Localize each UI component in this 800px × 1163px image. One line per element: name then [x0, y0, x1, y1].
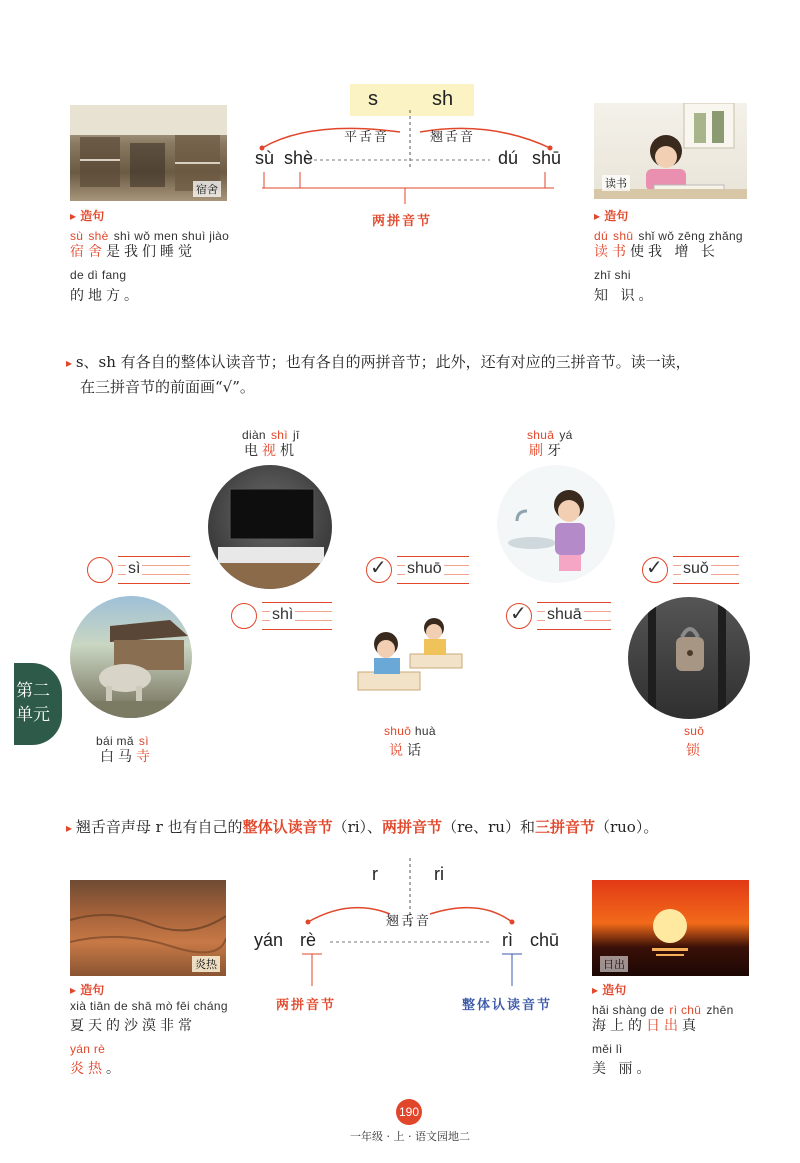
whole-recognition-label: 整体认读音节	[462, 998, 553, 1013]
right-sentence-pinyin-2: zhī shi	[594, 268, 631, 282]
lock-pinyin: suǒ	[684, 724, 705, 738]
desert-sentence-pinyin-1: xià tiān de shā mò fēi cháng	[70, 999, 228, 1013]
side-tab-line-2: 单元	[16, 705, 50, 725]
desert-caption: 炎热	[192, 956, 220, 972]
brush-pinyin: shuā yá	[527, 428, 573, 442]
syllable-du: dú	[498, 148, 519, 168]
initial-r: r	[372, 864, 378, 884]
lock-image	[628, 597, 750, 719]
answer-circle-shua[interactable]	[506, 603, 532, 629]
right-sentence-text-1: 读书使我 增 长	[594, 244, 719, 260]
answer-line-suo: suǒ	[673, 556, 739, 584]
right-sentence-pinyin-1: dú shū shǐ wǒ zēng zhǎng	[594, 229, 743, 243]
syllable-shu: shū	[532, 148, 562, 168]
brush-chars: 刷牙	[529, 443, 565, 459]
white-horse-temple-image	[70, 596, 192, 718]
book-info: 一年级 · 上 · 语文园地二	[350, 1130, 470, 1143]
check-icon: ✓	[510, 601, 527, 625]
talk-pinyin: shuō huà	[384, 724, 436, 738]
left-sentence-pinyin-1: sù shè shì wǒ men shuì jiào	[70, 229, 230, 243]
tv-pinyin: diàn shì jī	[242, 428, 300, 442]
desert-sentence-text-2: 炎热。	[70, 1061, 124, 1077]
sunrise-sentence-text-1: 海上的日出真	[592, 1018, 700, 1034]
left-sentence-pinyin-2: de dì fang	[70, 268, 127, 282]
dormitory-caption: 宿舍	[193, 181, 221, 197]
right-sentence-text-2: 知 识。	[594, 288, 657, 304]
flat-tongue-label: 平舌音	[344, 130, 390, 145]
answer-line-shi: shì	[262, 602, 332, 630]
sentence-marker-4: ▸ 造句	[592, 983, 627, 997]
sentence-marker-2: ▸ 造句	[594, 209, 629, 223]
answer-circle-shuo[interactable]	[366, 557, 392, 583]
left-sentence-text-1: 宿舍是我们睡觉	[70, 244, 196, 260]
two-spell-label-2: 两拼音节	[276, 998, 337, 1013]
two-spell-label-1: 两拼音节	[372, 214, 433, 229]
sunrise-sentence-pinyin-2: měi lì	[592, 1042, 623, 1056]
desert-sentence-pinyin-2: yán rè	[70, 1042, 106, 1056]
syllable-ri: rì	[502, 930, 513, 950]
temple-pinyin: bái mǎ sì	[96, 734, 149, 748]
talking-kids-image	[352, 612, 468, 698]
initial-sh: sh	[432, 88, 454, 110]
syllable-yan: yán	[254, 930, 284, 950]
reading-caption: 读书	[602, 175, 630, 191]
sunrise-caption: 日出	[600, 956, 628, 972]
initial-s: s	[368, 88, 378, 110]
page-number-badge	[396, 1099, 422, 1125]
initial-ri: ri	[434, 864, 444, 884]
answer-line-shua: shuā	[537, 602, 611, 630]
instruction-2: ▸ 翘舌音声母 r 也有自己的整体认读音节（ri）、两拼音节（re、ru）和三拼音节（ruo）。	[66, 818, 659, 836]
sentence-marker-3: ▸ 造句	[70, 983, 105, 997]
answer-line-si: sì	[118, 556, 190, 584]
sunrise-sentence-pinyin-1: hǎi shàng de rì chū zhēn	[592, 1003, 734, 1017]
page-number: 190	[398, 1105, 420, 1119]
side-tab-line-1: 第二	[16, 681, 50, 701]
temple-chars: 白马寺	[100, 749, 154, 765]
syllable-chu: chū	[530, 930, 560, 950]
tv-chars: 电视机	[244, 443, 298, 459]
syllable-she: shè	[284, 148, 314, 168]
left-sentence-text-2: 的地方。	[70, 288, 142, 304]
answer-circle-shi[interactable]	[231, 603, 257, 629]
sentence-marker-1: ▸ 造句	[70, 209, 105, 223]
brushing-teeth-image	[497, 465, 615, 583]
desert-photo	[70, 880, 226, 976]
dormitory-photo	[70, 105, 227, 201]
talk-chars: 说话	[389, 743, 425, 759]
answer-circle-suo[interactable]	[642, 557, 668, 583]
answer-line-shuo: shuō	[397, 556, 469, 584]
syllable-re: rè	[300, 930, 317, 950]
sunrise-photo	[592, 880, 749, 976]
retroflex-label-2: 翘舌音	[386, 914, 432, 929]
desert-sentence-text-1: 夏天的沙漠非常	[70, 1018, 196, 1034]
answer-circle-si[interactable]	[87, 557, 113, 583]
syllable-su: sù	[255, 148, 275, 168]
instruction-1: ▸ s、sh 有各自的整体认读音节；也有各自的两拼音节；此外，还有对应的三拼音节。读一读， 在三拼音节的前面画“√”。	[66, 353, 691, 396]
unit-side-tab	[14, 663, 62, 745]
check-icon: ✓	[370, 555, 387, 579]
lock-chars: 锁	[686, 743, 704, 759]
retroflex-label: 翘舌音	[430, 130, 476, 145]
tv-image	[208, 465, 332, 589]
girl-reading-photo	[594, 103, 747, 199]
check-icon: ✓	[646, 555, 663, 579]
sunrise-sentence-text-2: 美 丽。	[592, 1061, 655, 1077]
